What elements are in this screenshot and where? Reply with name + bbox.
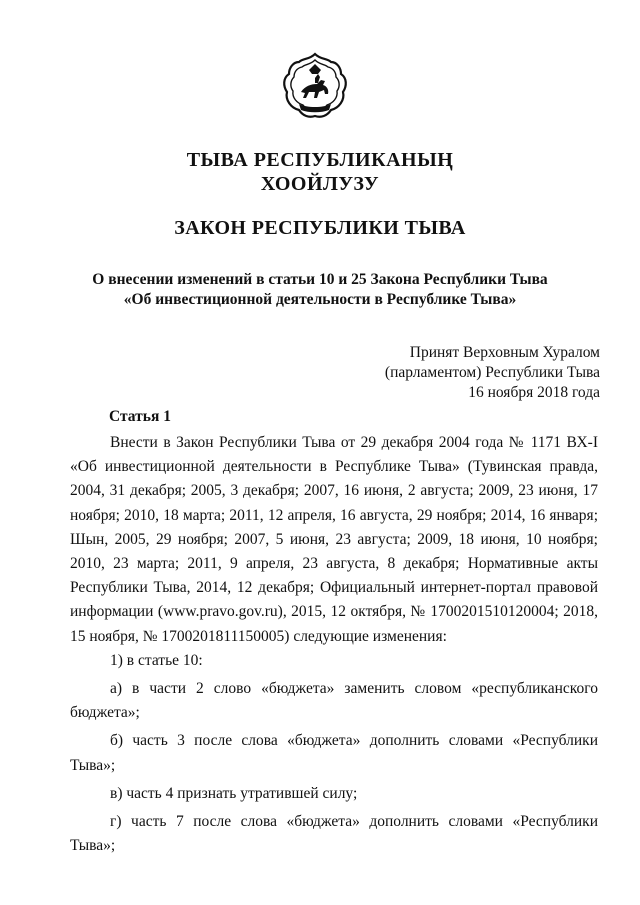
law-title: ЗАКОН РЕСПУБЛИКИ ТЫВА: [174, 217, 466, 239]
article-intro-paragraph: Внести в Закон Республики Тыва от 29 декабря 2004 года № 1171 ВХ-I «Об инвестиционной деятельности в Республике Тыва» (Тувинская правда, 2004, 31 декабря; 2005, 3 декабря; 2007, 16 июня, 2 августа; 2009, 23 июня, 17 ноября; 2010, 18 марта; 2011, 12 апреля, 16 августа, 29 ноября; 2014, 16 января; Шын, 2005, 29 ноября; 2007, 5 июня, 23 августа; 2009, 18 июня, 10 ноября; 2010, 23 марта; 2011, 9 апреля, 23 августа, 8 декабря; Нормативные акты Республики Тыва, 2014, 12 декабря; Официальный интернет-портал правовой информации (www.pravo.gov.ru), 2015, 12 октября, № 1700201510120004; 2018, 15 ноября, № 1700201811150005) следующие изменения:: [70, 434, 598, 645]
adoption-date: 16 ноября 2018 года: [468, 384, 600, 401]
list-item: в) часть 4 признать утратившей силу;: [110, 784, 358, 802]
subtitle-line-1: О внесении изменений в статьи 10 и 25 Закона Республики Тыва: [92, 271, 548, 288]
list-item: 1) в статье 10:: [110, 651, 203, 669]
list-item: а) в части 2 слово «бюджета» заменить словом «республиканского бюджета»;: [70, 680, 598, 722]
subtitle-line-2: «Об инвестиционной деятельности в Республике Тыва»: [123, 291, 517, 308]
list-item: г) часть 7 после слова «бюджета» дополнить словами «Республики Тыва»;: [70, 813, 598, 855]
adoption-line-1: Принят Верховным Хуралом: [409, 344, 600, 361]
adoption-line-2: (парламентом) Республики Тыва: [384, 364, 600, 381]
header-line-1: ТЫВА РЕСПУБЛИКАНЫҢ: [186, 149, 454, 171]
list-item: б) часть 3 после слова «бюджета» дополнить словами «Республики Тыва»;: [70, 732, 598, 774]
coat-of-arms-icon: [281, 50, 349, 122]
article-title: Статья 1: [109, 408, 171, 425]
header-line-2: ХООЙЛУЗУ: [260, 173, 380, 195]
article-body: [70, 431, 598, 858]
